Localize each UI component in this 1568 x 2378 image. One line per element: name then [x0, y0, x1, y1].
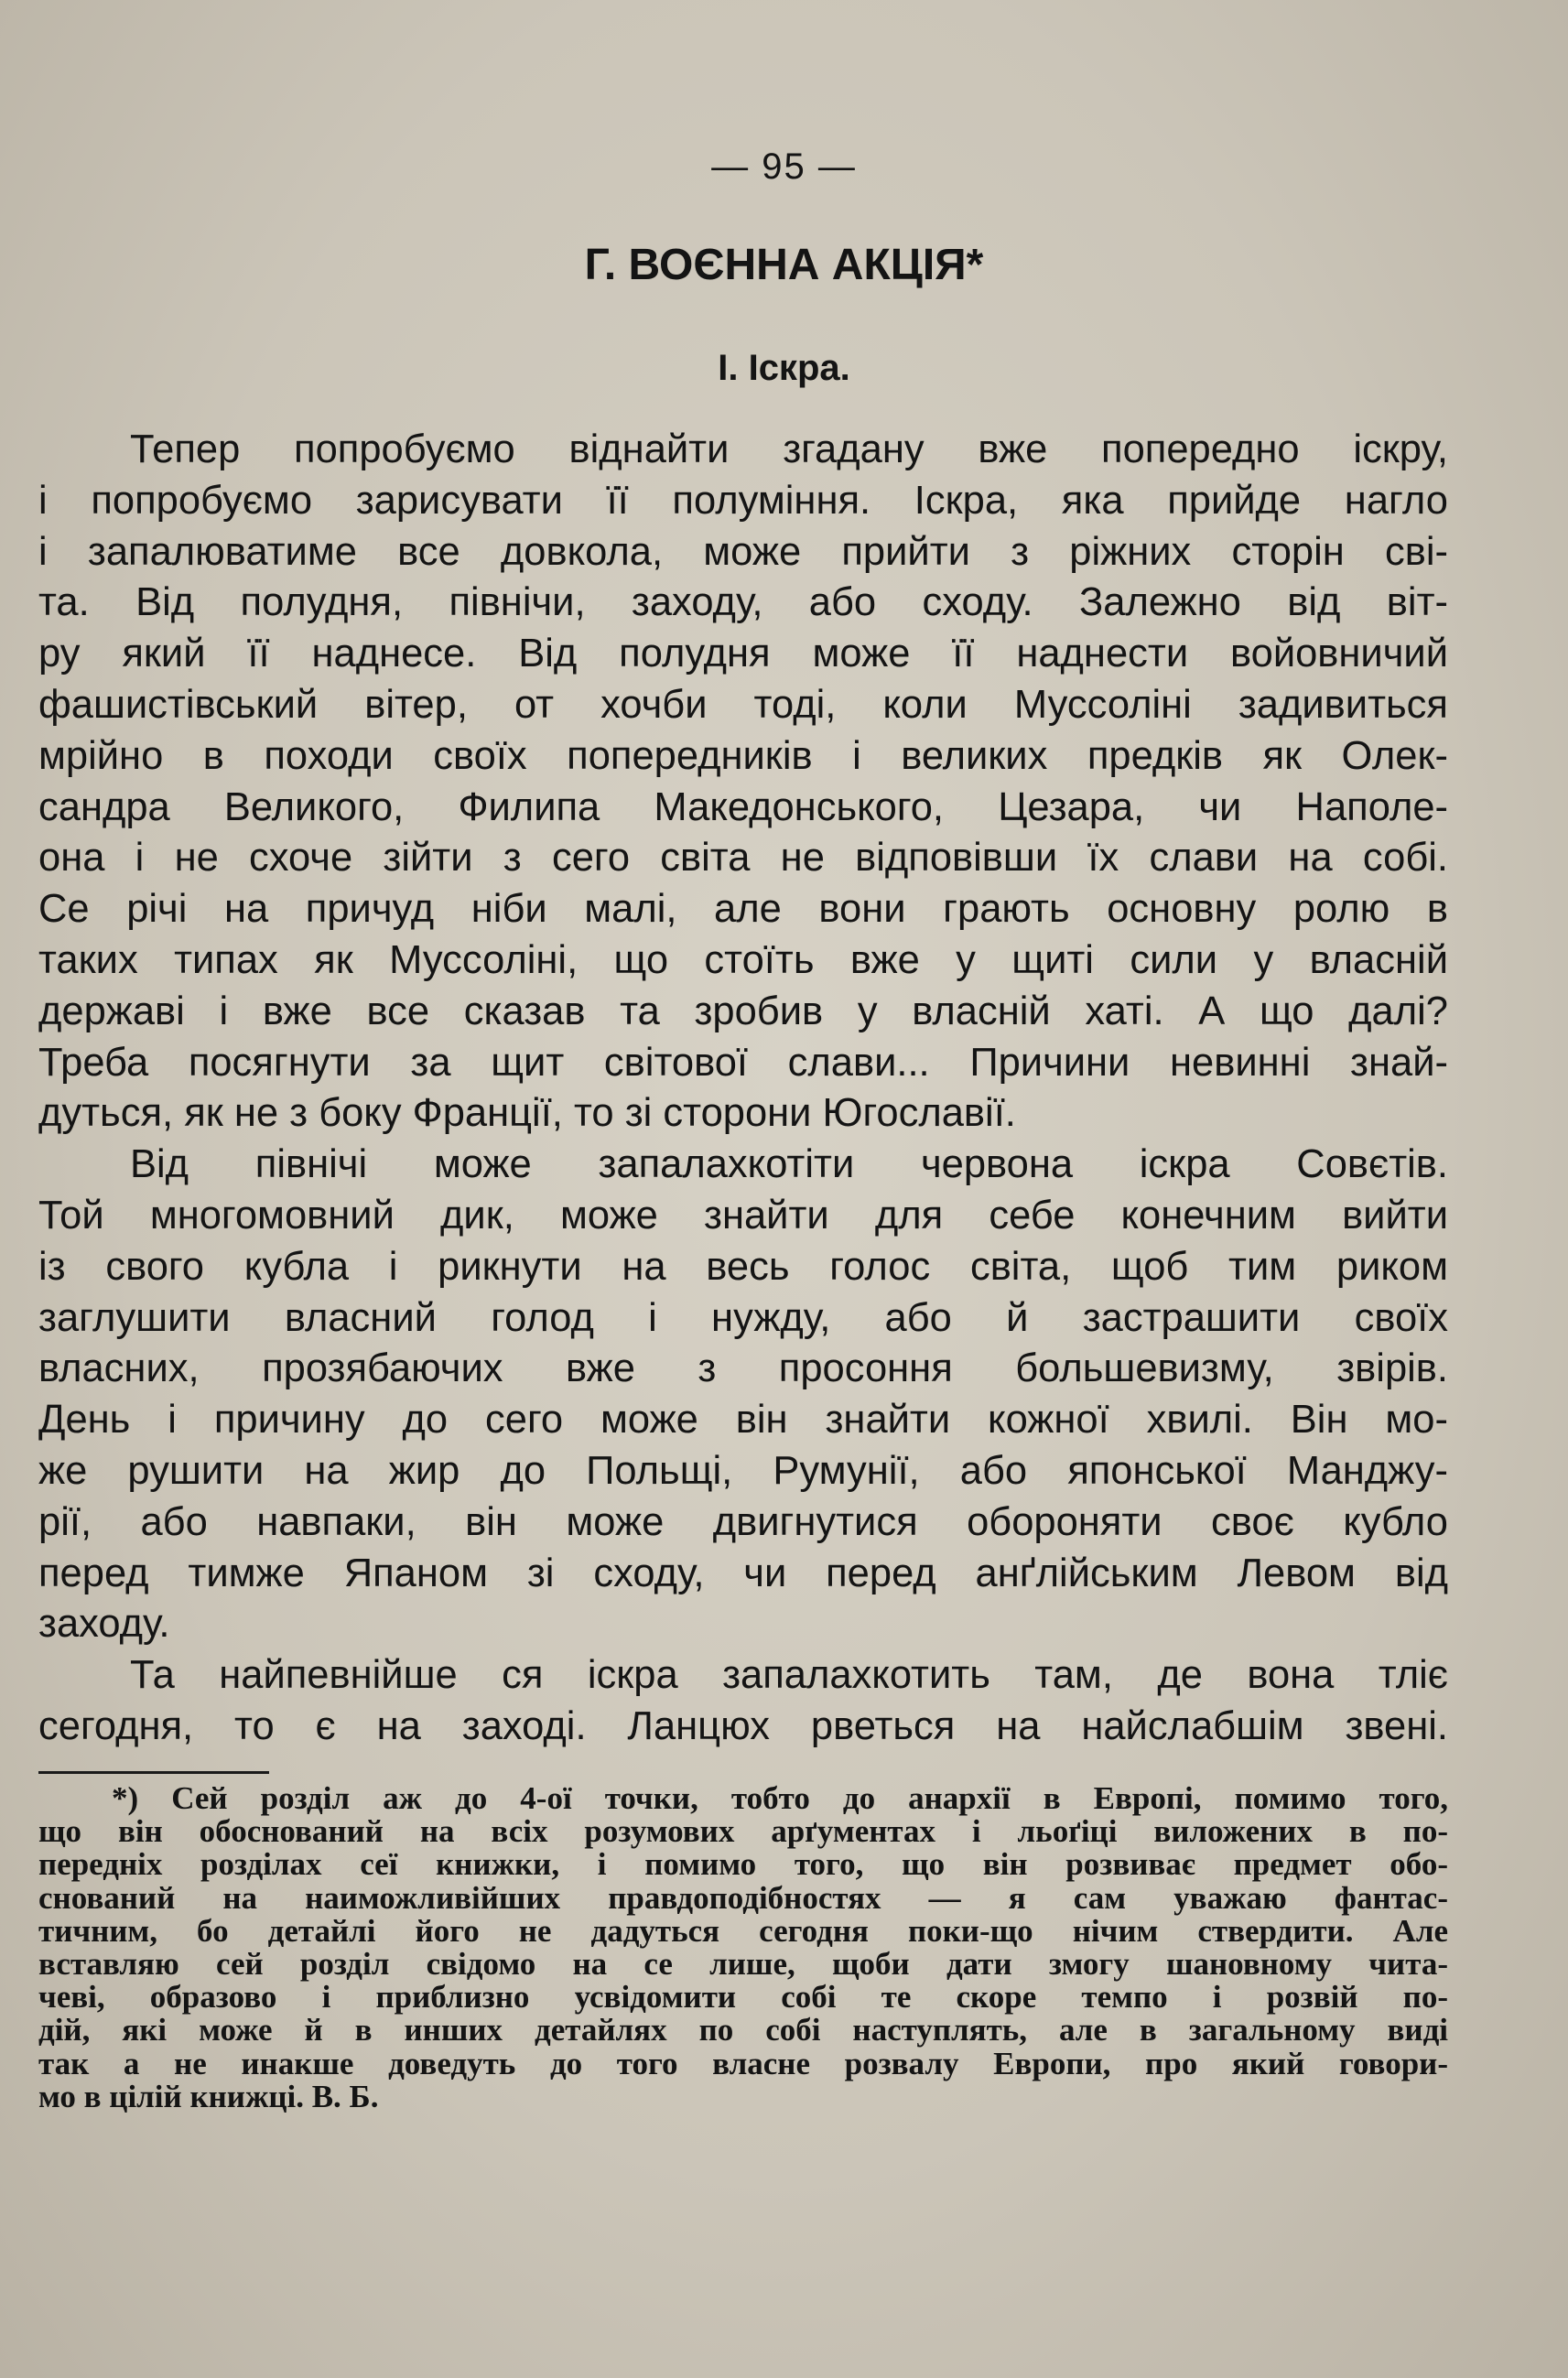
text-line: Треба посягнути за щит світової слави... Причини невинні знай- — [38, 1040, 1448, 1085]
text-line: День і причину до сего може він знайти кожної хвилі. Він мо- — [38, 1398, 1448, 1443]
text-line: Тепер попробуємо віднайти згадану вже попередно іскру, — [130, 427, 1448, 471]
text-line: Та найпевнійше ся іскра запалахкотить там, де вона тліє — [130, 1653, 1448, 1698]
footnote-line: снований на наиможливійших правдоподібностях — я сам уважаю фантас- — [38, 1879, 1448, 1916]
text-line: Се річі на причуд ніби малі, але вони грають основну ролю в — [38, 887, 1448, 932]
section-title: Г. ВОЄННА АКЦІЯ* — [584, 241, 984, 289]
footnote-line: що він обоснований на всіх розумових арґументах і льоґіці виложених в по- — [38, 1813, 1448, 1850]
text-line: рії, або навпаки, він може двигнутися обороняти своє кубло — [38, 1499, 1448, 1544]
text-line: державі і вже все сказав та зробив у власній хаті. А що далі? — [38, 989, 1448, 1033]
text-line: із свого кубла і рикнути на весь голос світа, щоб тим риком — [38, 1244, 1448, 1289]
footnote-line: дій, які може й в инших детайлях по собі наступлять, але в загальному виді — [38, 2012, 1448, 2048]
subsection-title: І. Іскра. — [718, 348, 850, 388]
text-line: сегодня, то є на заході. Ланцюх рветься на найслабшім звені. — [38, 1703, 1448, 1748]
text-line: дуться, як не з боку Франції, то зі сторони Югославії. — [38, 1091, 1016, 1136]
footnote-line: так а не инакше доведуть до того власне розвалу Европи, про який говори- — [38, 2045, 1448, 2081]
text-line: ру який її наднесе. Від полудня може її наднести войовничий — [38, 632, 1448, 676]
footnote-line: передніх розділах сеї книжки, і помимо того, що він розвиває предмет обо- — [38, 1846, 1448, 1883]
footnote-line: *) Сей розділ аж до 4-ої точки, тобто до анархії в Европі, помимо того, — [112, 1780, 1448, 1816]
footnote-line: мо в цілій книжці. В. Б. — [38, 2078, 379, 2114]
text-line: Той многомовний дик, може знайти для себе конечним вийти — [38, 1193, 1448, 1238]
text-line: таких типах як Муссоліні, що стоїть вже у щиті сили у власній — [38, 937, 1448, 982]
text-line: сандра Великого, Филипа Македонського, Цезара, чи Наполе- — [38, 784, 1448, 829]
body-text — [38, 425, 1448, 1753]
footnote-line: чеві, образово і приблизно усвідомити собі те скоре темпо і розвій по- — [38, 1979, 1448, 2016]
text-line: і запалюватиме все довкола, може прийти з ріжних сторін сві- — [38, 529, 1448, 574]
text-line: власних, прозябаючих вже з просоння большевизму, звірів. — [38, 1346, 1448, 1391]
page-number: — 95 — — [711, 146, 857, 187]
text-line: она і не схоче зійти з сего світа не відповівши їх слави на собі. — [38, 836, 1448, 881]
text-line: Від північі може запалахкотіти червона іскра Совєтів. — [130, 1142, 1448, 1187]
text-line: же рушити на жир до Польщі, Румунії, або японської Манджу- — [38, 1448, 1448, 1493]
footnote-line: тичним, бо детайлі його не дадуться сегодня поки-що нічим ствердити. Але — [38, 1912, 1448, 1949]
text-line: та. Від полудня, північи, заходу, або сходу. Залежно від віт- — [38, 580, 1448, 625]
footnote-divider — [38, 1771, 269, 1774]
text-line: заходу. — [38, 1602, 170, 1647]
text-line: перед тимже Япаном зі сходу, чи перед анґлійським Левом від — [38, 1551, 1448, 1595]
text-line: заглушити власний голод і нужду, або й застрашити своїх — [38, 1295, 1448, 1340]
text-line: і попробуємо зарисувати її полуміння. Іскра, яка прийде нагло — [38, 478, 1448, 523]
footnote-line: вставляю сей розділ свідомо на се лише, щоби дати змогу шановному чита- — [38, 1946, 1448, 1983]
text-line: фашистівський вітер, от хочби тоді, коли Муссоліні задивиться — [38, 682, 1448, 727]
text-line: мрійно в походи своїх попередників і великих предків як Олек- — [38, 733, 1448, 778]
footnote — [38, 1782, 1448, 2113]
